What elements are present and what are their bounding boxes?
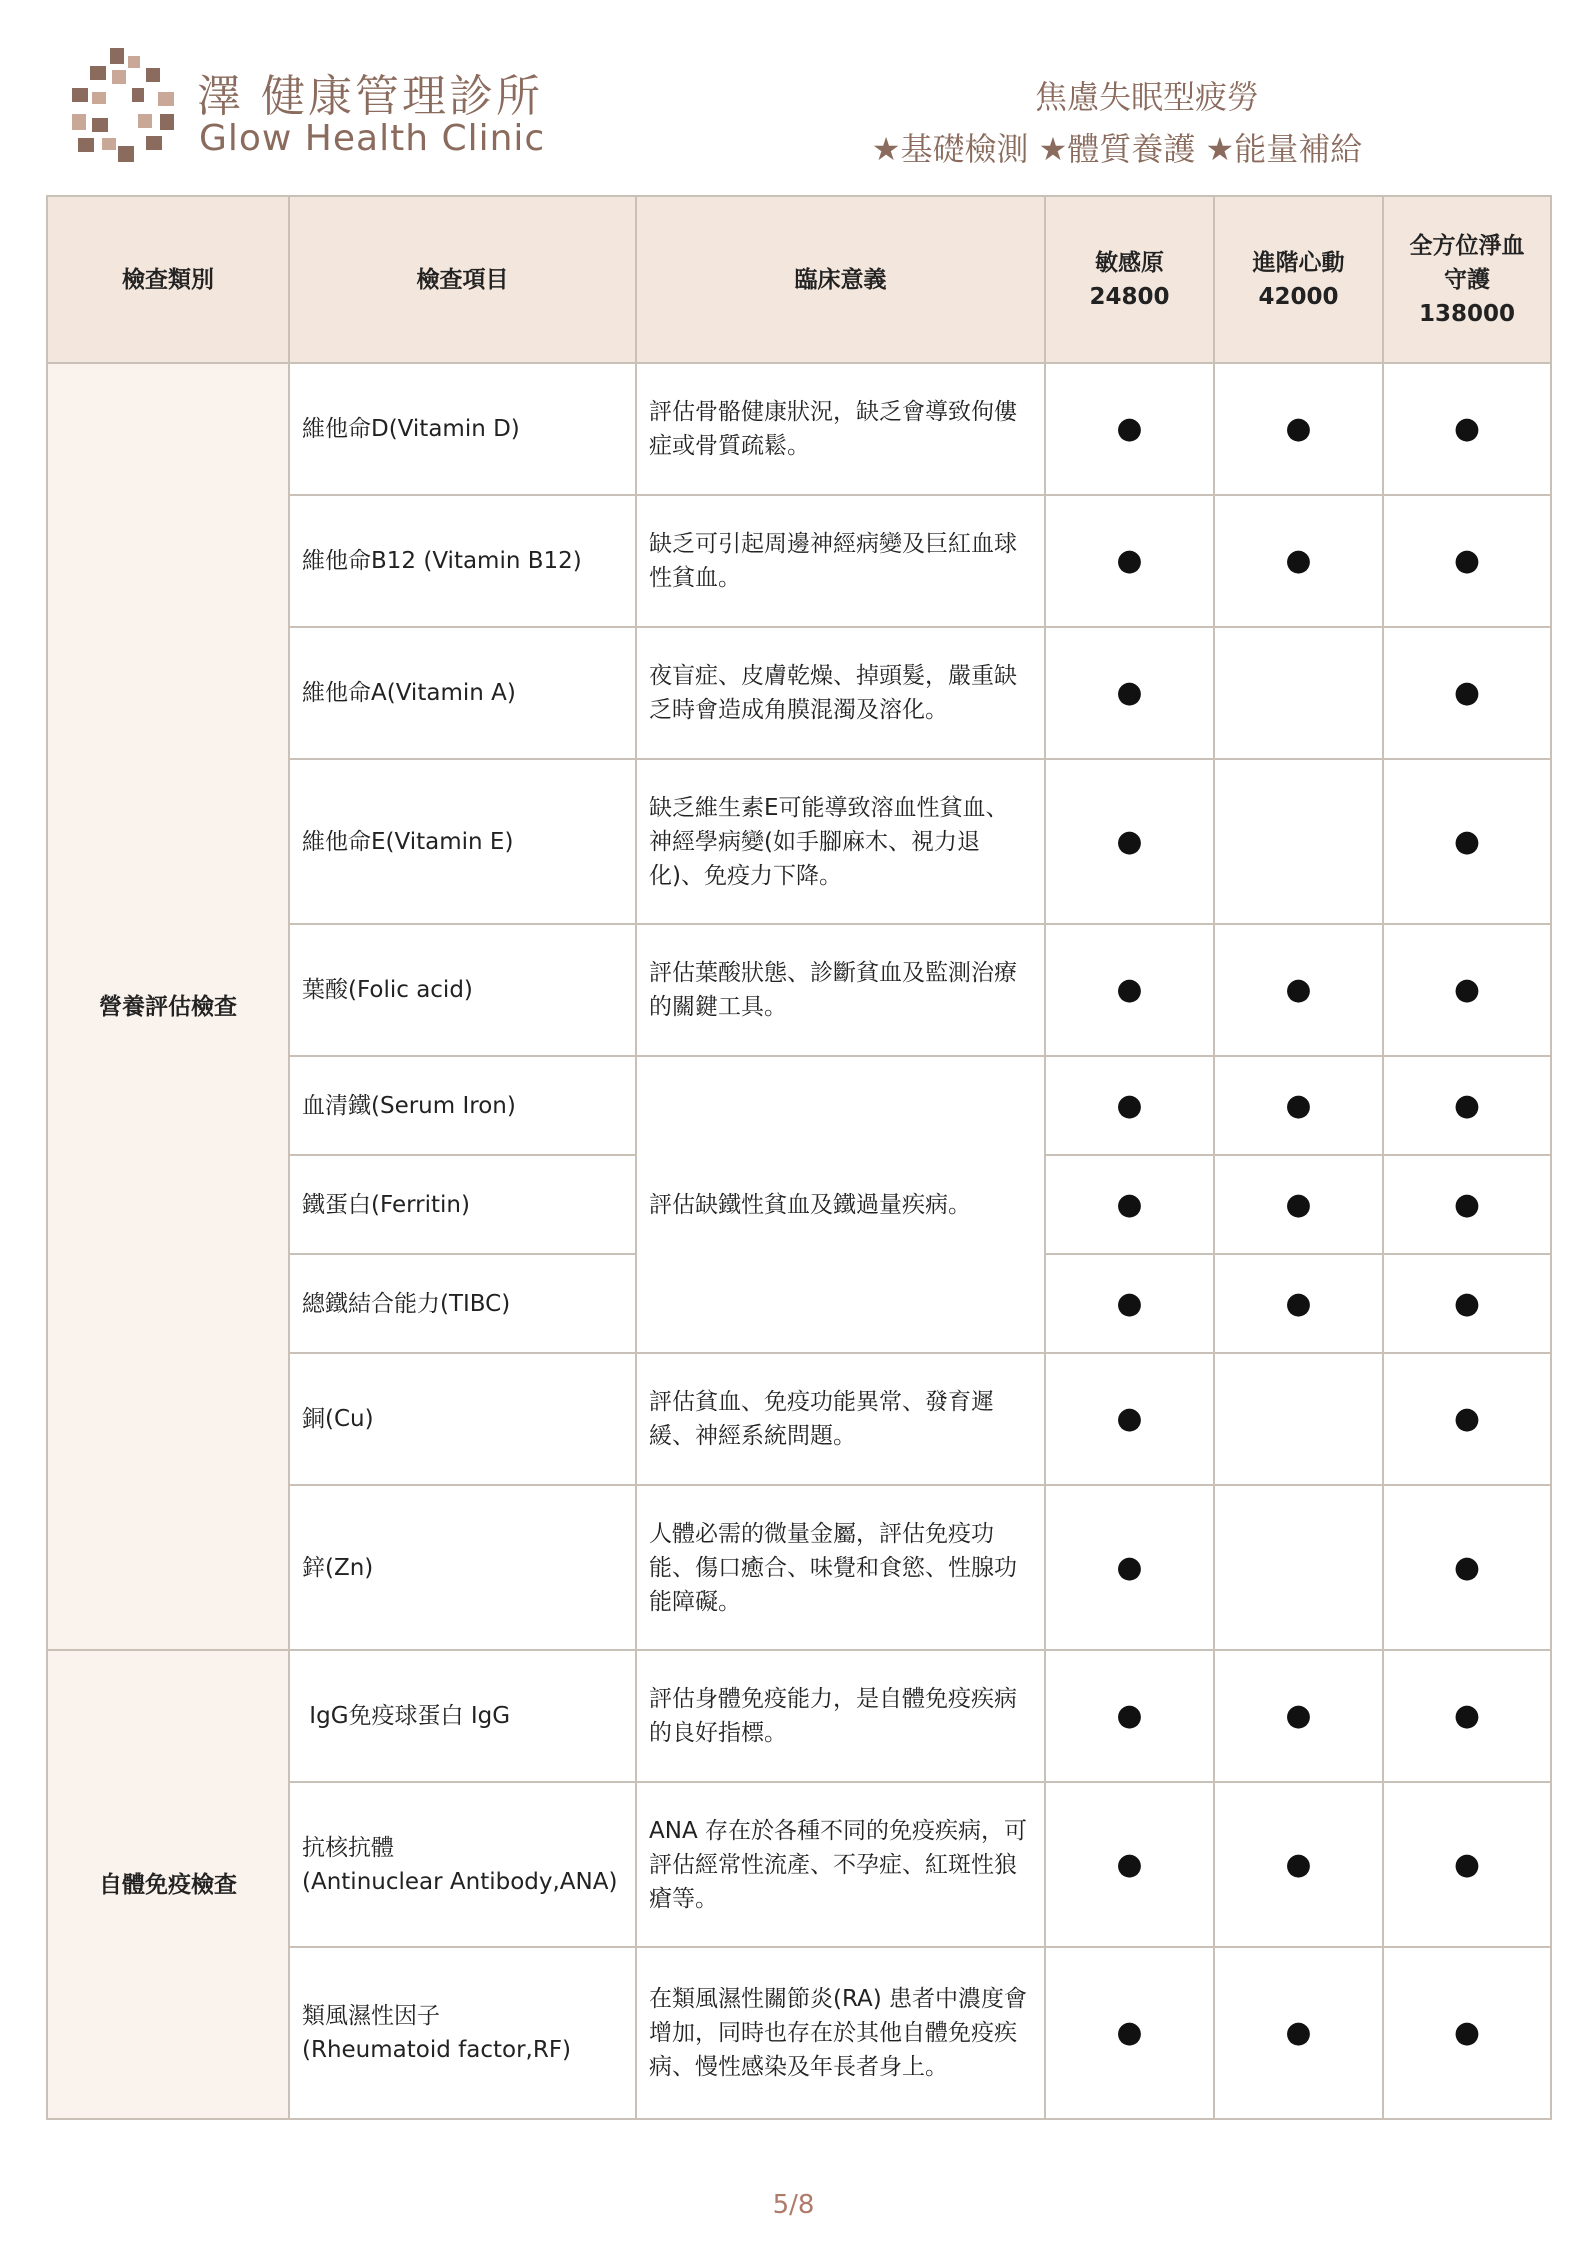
plan-price: 24800	[1089, 283, 1170, 310]
table-row	[47, 1650, 1551, 1782]
header-plan-full	[1383, 196, 1551, 363]
exam-item-name: 抗核抗體	[302, 1834, 394, 1861]
exam-item	[289, 1947, 636, 2119]
exam-item: IgG免疫球蛋白 IgG	[289, 1650, 636, 1782]
exam-item: 維他命D(Vitamin D)	[289, 363, 636, 495]
plan-mark: ●	[1045, 363, 1214, 495]
plan-mark: ●	[1383, 1782, 1551, 1947]
plan-mark: ●	[1045, 1947, 1214, 2119]
plan-mark: ●	[1383, 759, 1551, 924]
exam-item: 維他命B12 (Vitamin B12)	[289, 495, 636, 627]
clinical-meaning: 夜盲症、皮膚乾燥、掉頭髮，嚴重缺乏時會造成角膜混濁及溶化。	[636, 627, 1045, 759]
table-row	[47, 363, 1551, 495]
plan-mark: ●	[1045, 495, 1214, 627]
plan-mark: ●	[1383, 1155, 1551, 1254]
header-item: 檢查項目	[289, 196, 636, 363]
clinical-meaning: 人體必需的微量金屬，評估免疫功能、傷口癒合、味覺和食慾、性腺功能障礙。	[636, 1485, 1045, 1650]
clinic-name-english: Glow Health Clinic	[199, 118, 546, 159]
exam-item: 鐵蛋白(Ferritin)	[289, 1155, 636, 1254]
header-meaning: 臨床意義	[636, 196, 1045, 363]
exam-item: 銅(Cu)	[289, 1353, 636, 1485]
exam-item	[289, 1782, 636, 1947]
plan-mark	[1214, 627, 1383, 759]
header-plan-advanced	[1214, 196, 1383, 363]
page-header	[0, 0, 1587, 190]
clinical-meaning: 評估缺鐵性貧血及鐵過量疾病。	[636, 1056, 1045, 1353]
plan-mark: ●	[1045, 1155, 1214, 1254]
plan-mark: ●	[1214, 363, 1383, 495]
exam-item: 維他命A(Vitamin A)	[289, 627, 636, 759]
exam-item: 維他命E(Vitamin E)	[289, 759, 636, 924]
clinical-meaning: 缺乏可引起周邊神經病變及巨紅血球性貧血。	[636, 495, 1045, 627]
exam-item: 血清鐵(Serum Iron)	[289, 1056, 636, 1155]
table-header-row	[47, 196, 1551, 363]
plan-name: 敏感原	[1095, 249, 1164, 276]
plan-mark: ●	[1214, 924, 1383, 1056]
plan-price: 138000	[1418, 300, 1516, 327]
page-number: 5/8	[772, 2190, 815, 2220]
plan-mark: ●	[1045, 759, 1214, 924]
exam-item: 鋅(Zn)	[289, 1485, 636, 1650]
exam-items-table	[46, 195, 1552, 2120]
plan-mark: ●	[1383, 1056, 1551, 1155]
plan-mark: ●	[1383, 627, 1551, 759]
plan-name-line2: 守護	[1444, 266, 1490, 293]
exam-item: 葉酸(Folic acid)	[289, 924, 636, 1056]
plan-mark: ●	[1045, 1650, 1214, 1782]
category-nutrition: 營養評估檢查	[47, 363, 289, 1650]
category-autoimmune: 自體免疫檢查	[47, 1650, 289, 2119]
plan-mark: ●	[1383, 495, 1551, 627]
plan-mark: ●	[1383, 1650, 1551, 1782]
plan-mark: ●	[1383, 1353, 1551, 1485]
clinical-meaning: 缺乏維生素E可能導致溶血性貧血、神經學病變(如手腳麻木、視力退化)、免疫力下降。	[636, 759, 1045, 924]
exam-item-english: (Antinuclear Antibody,ANA)	[302, 1868, 618, 1895]
plan-name: 進階心動	[1252, 249, 1345, 276]
clinical-meaning: 評估貧血、免疫功能異常、發育遲緩、神經系統問題。	[636, 1353, 1045, 1485]
clinic-name-chinese: 澤 健康管理診所	[197, 71, 543, 122]
exam-item-name: 類風濕性因子	[302, 2003, 440, 2029]
plan-mark: ●	[1383, 924, 1551, 1056]
plan-mark: ●	[1045, 1056, 1214, 1155]
clinical-meaning: 在類風濕性關節炎(RA) 患者中濃度會增加，同時也存在於其他自體免疫疾病、慢性感染及年長者身上。	[636, 1947, 1045, 2119]
plan-mark: ●	[1214, 1947, 1383, 2119]
plan-mark: ●	[1045, 924, 1214, 1056]
plan-mark: ●	[1383, 1485, 1551, 1650]
plan-mark	[1214, 1353, 1383, 1485]
package-subtitle: 焦慮失眠型疲勞	[1034, 78, 1259, 116]
plan-mark: ●	[1045, 1485, 1214, 1650]
plan-mark: ●	[1214, 1782, 1383, 1947]
exam-item-english: (Rheumatoid factor,RF)	[302, 2037, 572, 2063]
plan-mark: ●	[1045, 627, 1214, 759]
clinical-meaning: 評估身體免疫能力，是自體免疫疾病的良好指標。	[636, 1650, 1045, 1782]
plan-price: 42000	[1258, 283, 1339, 310]
plan-mark	[1214, 759, 1383, 924]
plan-mark: ●	[1045, 1782, 1214, 1947]
plan-mark: ●	[1214, 1155, 1383, 1254]
plan-mark: ●	[1214, 1650, 1383, 1782]
plan-mark: ●	[1383, 363, 1551, 495]
exam-item: 總鐵結合能力(TIBC)	[289, 1254, 636, 1353]
clinical-meaning: 評估骨骼健康狀況，缺乏會導致佝僂症或骨質疏鬆。	[636, 363, 1045, 495]
plan-mark	[1214, 1485, 1383, 1650]
plan-mark: ●	[1214, 1254, 1383, 1353]
package-tagline: ★基礎檢測 ★體質養護 ★能量補給	[871, 130, 1363, 168]
header-category: 檢查類別	[47, 196, 289, 363]
clinical-meaning: 評估葉酸狀態、診斷貧血及監測治療的關鍵工具。	[636, 924, 1045, 1056]
plan-name-line1: 全方位淨血	[1409, 232, 1525, 259]
clinical-meaning: ANA 存在於各種不同的免疫疾病，可評估經常性流產、不孕症、紅斑性狼瘡等。	[636, 1782, 1045, 1947]
plan-mark: ●	[1383, 1254, 1551, 1353]
plan-mark: ●	[1045, 1353, 1214, 1485]
plan-mark: ●	[1214, 495, 1383, 627]
clinic-logo-icon	[72, 48, 180, 164]
plan-mark: ●	[1045, 1254, 1214, 1353]
plan-mark: ●	[1214, 1056, 1383, 1155]
header-plan-allergen	[1045, 196, 1214, 363]
plan-mark: ●	[1383, 1947, 1551, 2119]
